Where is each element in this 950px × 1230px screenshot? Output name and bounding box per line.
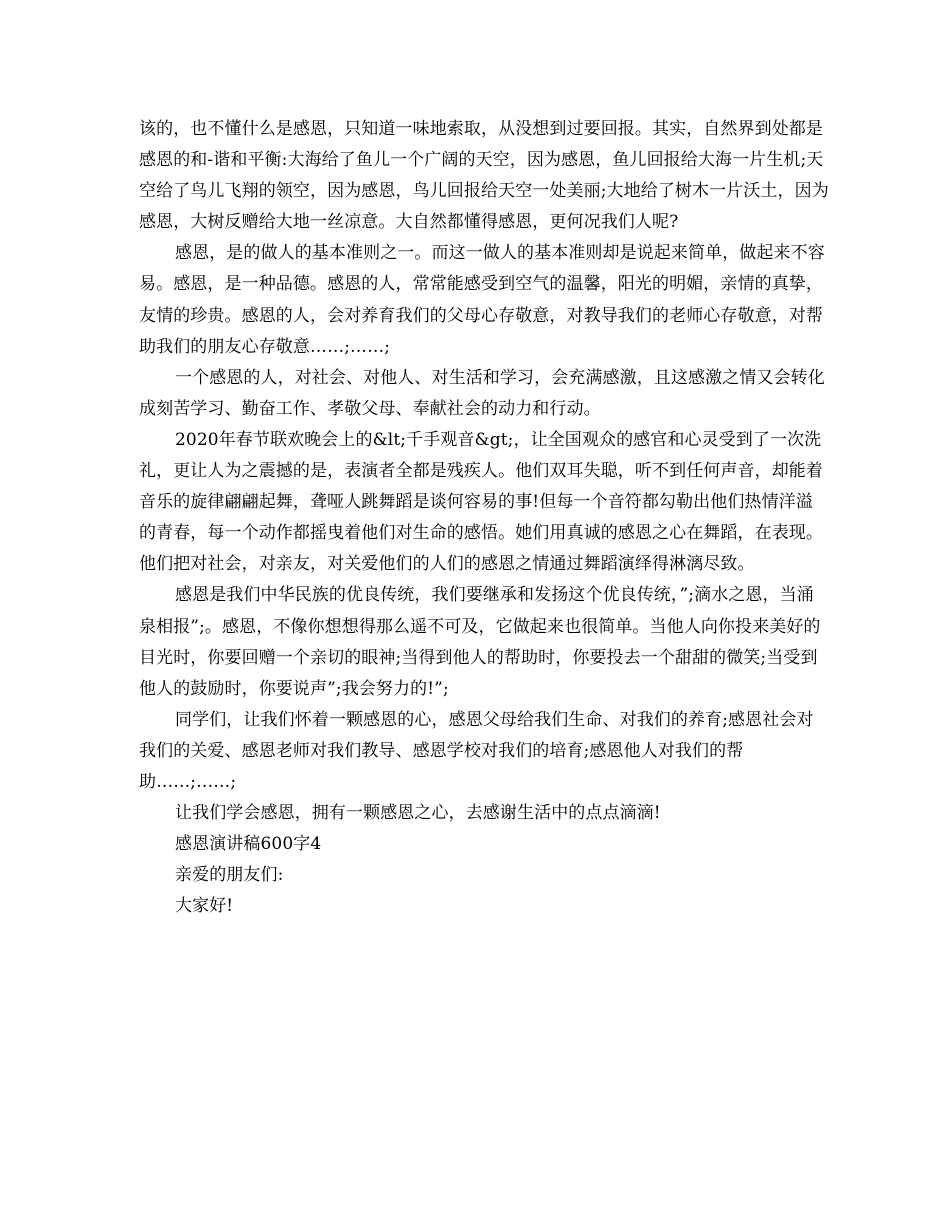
paragraph-grateful-person: 一个感恩的人，对社会、对他人、对生活和学习，会充满感激，且这感激之情又会转化成刻苦学习、勤奋工作、孝敬父母、奉献社会的动力和行动。 (139, 367, 825, 419)
section-heading: 感恩演讲稿600字4 (175, 834, 322, 855)
paragraph-learn-gratitude: 让我们学会感恩，拥有一颗感恩之心，去感谢生活中的点点滴滴! (175, 803, 661, 824)
paragraph-gratitude-principle: 感恩，是的做人的基本准则之一。而这一做人的基本准则却是说起来简单，做起来不容易。感恩，是一种品德。感恩的人，常常能感受到空气的温馨，阳光的明媚，亲情的真挚，友情的珍贵。感恩的人，会对养育我们的父母心存敬意，对教导我们的老师心存敬意，对帮助我们的朋友心存敬意……;……; (139, 243, 825, 357)
paragraph-nature-gratitude: 该的，也不懂什么是感恩，只知道一味地索取，从没想到过要回报。其实，自然界到处都是感恩的和-谐和平衡:大海给了鱼儿一个广阔的天空，因为感恩，鱼儿回报给大海一片生机;天空给了鸟儿飞翔的领空，因为感恩，鸟儿回报给天空一处美丽;大地给了树木一片沃土，因为感恩，大树反赠给大地一丝凉意。大自然都懂得感恩，更何况我们人呢? (139, 119, 829, 233)
greeting: 大家好! (175, 896, 234, 917)
paragraph-spring-festival-gala: 2020年春节联欢晚会上的&lt;千手观音&gt;，让全国观众的感官和心灵受到了一次洗礼，更让人为之震撼的是，表演者全都是残疾人。他们双耳失聪，听不到任何声音，却能着音乐的旋律翩翩起舞，聋哑人跳舞蹈是谈何容易的事!但每一个音符都勾勒出他们热情洋溢的青春，每一个动作都摇曳着他们对生命的感悟。她们用真诚的感恩之心在舞蹈，在表现。他们把对社会，对亲友，对关爱他们的人们的感恩之情通过舞蹈演绎得淋漓尽致。 (139, 429, 823, 575)
salutation: 亲爱的朋友们: (175, 865, 284, 886)
paragraph-classmates: 同学们，让我们怀着一颗感恩的心，感恩父母给我们生命、对我们的养育;感恩社会对我们的关爱、感恩老师对我们教导、感恩学校对我们的培育;感恩他人对我们的帮助……;……; (139, 709, 814, 792)
document-body (139, 114, 829, 922)
paragraph-chinese-tradition: 感恩是我们中华民族的优良传统，我们要继承和发扬这个优良传统，”;滴水之恩，当涌泉相报”;。感恩，不像你想想得那么遥不可及，它做起来也很简单。当他人向你投来美好的目光时，你要回赠一个亲切的眼神;当得到他人的帮助时，你要投去一个甜甜的微笑;当受到他人的鼓励时，你要说声”;我会努力的!”; (139, 585, 821, 699)
